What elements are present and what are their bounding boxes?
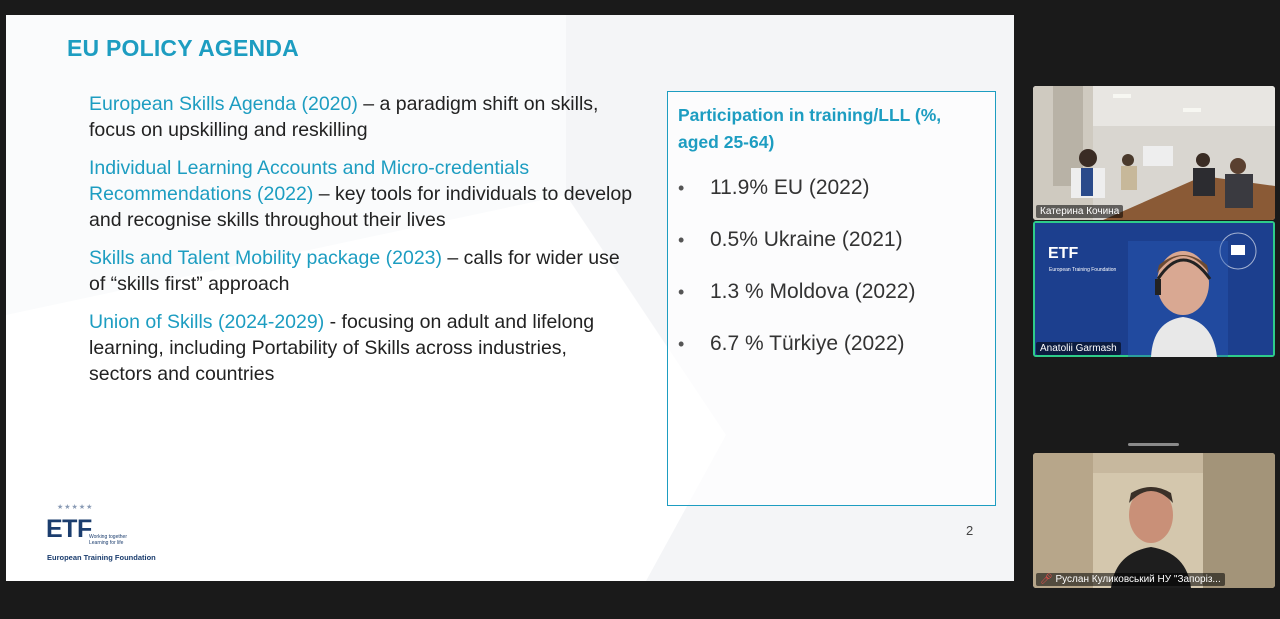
slide-title: EU POLICY AGENDA (67, 35, 299, 61)
bullet-skills-agenda: European Skills Agenda (2020) – a paradigm shift on skills, focus on upskilling and reskilling (89, 93, 599, 141)
panel-resize-handle[interactable] (1128, 443, 1179, 446)
logo-mark: ETF (46, 515, 92, 543)
muted-mic-icon: 🎤︎ (1040, 574, 1053, 585)
bullet-dot-icon: • (678, 230, 685, 250)
bullet-talent-mobility: Skills and Talent Mobility package (2023) – calls for wider use of “skills first” approach (89, 247, 620, 295)
stat-item: • 1.3 % Moldova (2022) (678, 280, 916, 303)
bullet-dot-icon: • (678, 282, 685, 302)
participant-tile-video[interactable] (1033, 86, 1275, 220)
shared-slide (6, 15, 1014, 581)
participant-name-tag: Anatolii Garmash (1036, 342, 1121, 355)
participant-tile-video-active[interactable] (1033, 221, 1275, 357)
stats-list (678, 176, 915, 384)
stat-item: • 6.7 % Türkiye (2022) (678, 332, 905, 355)
participant-tile-video[interactable] (1033, 453, 1275, 588)
logo-stars: ★★★★★ (57, 504, 94, 511)
stats-heading: Participation in training/LLL (%, aged 25-64) (678, 105, 942, 152)
participant-name-tag: Катерина Кочина (1036, 205, 1123, 218)
stat-item: • 11.9% EU (2022) (678, 176, 870, 199)
svg-text:European Training Foundation: European Training Foundation (1049, 267, 1117, 273)
participation-stats-box (667, 91, 996, 506)
bullet-dot-icon: • (678, 334, 685, 354)
bullet-dot-icon: • (678, 178, 685, 198)
participant-video (1033, 453, 1275, 588)
speaker-video (1033, 221, 1275, 357)
policy-bullets (89, 91, 634, 399)
svg-text:ETF: ETF (1048, 245, 1079, 262)
logo-tagline: Working together Learning for life (89, 534, 127, 546)
slide-page-number: 2 (966, 523, 974, 538)
bullet-union-of-skills: Union of Skills (2024-2029) - focusing on adult and lifelong learning, including Portability of Skills across industries, sectors and countries (89, 311, 595, 385)
conference-room-video (1033, 86, 1275, 220)
bullet-learning-accounts: Individual Learning Accounts and Micro-credentials Recommendations (2022) – key tools for individuals to develop and recognise skills throughout their lives (89, 157, 633, 231)
logo-org-name: European Training Foundation (47, 553, 156, 562)
stat-item: • 0.5% Ukraine (2021) (678, 228, 903, 251)
participant-name-tag: 🎤︎ Руслан Куликовський НУ "Запоріз... (1036, 573, 1225, 586)
